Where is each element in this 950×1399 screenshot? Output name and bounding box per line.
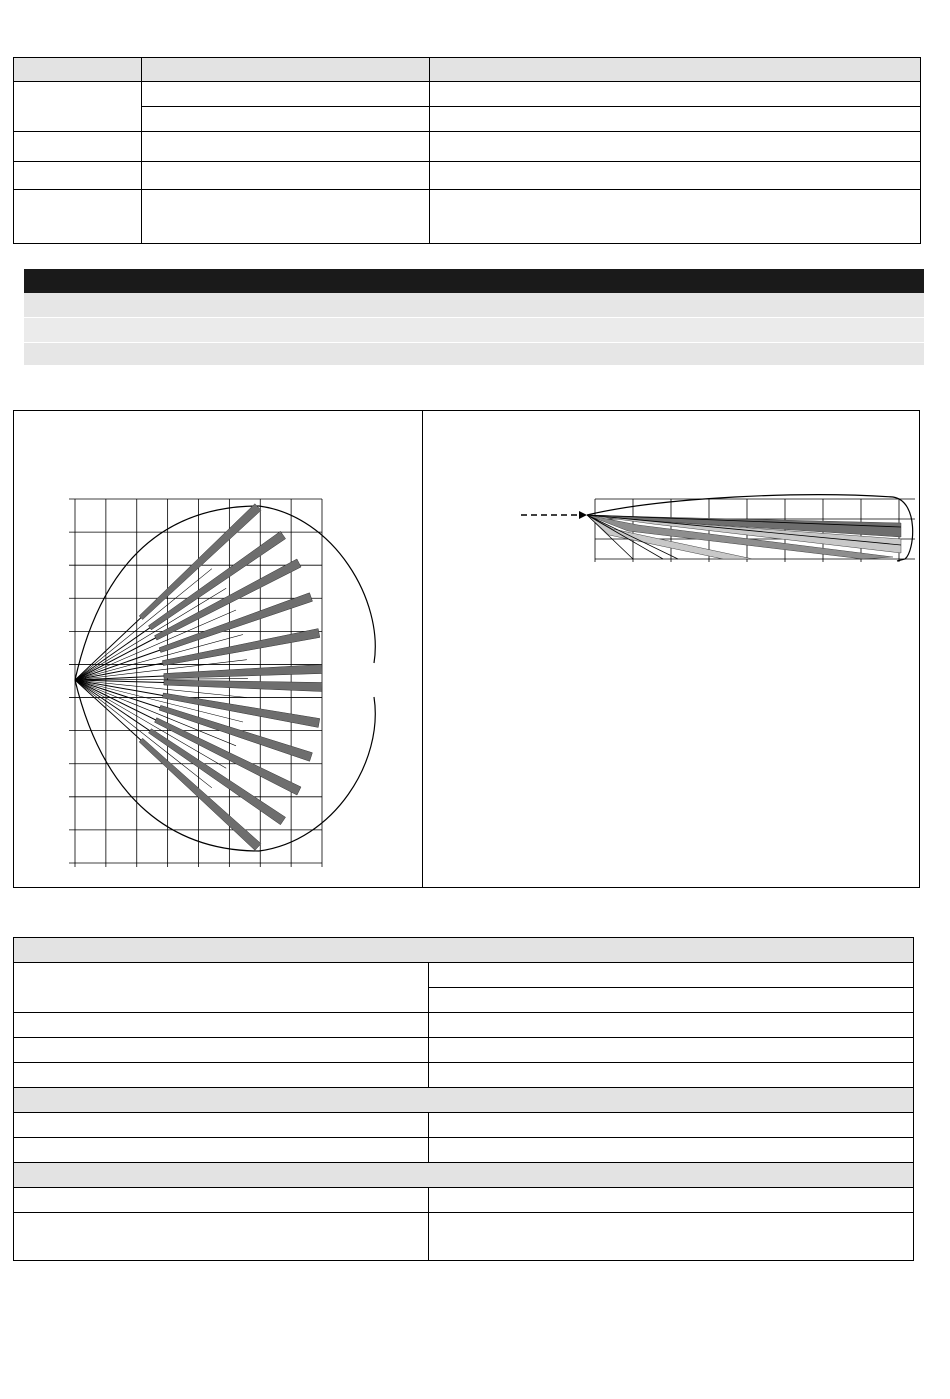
bottom-table-cell	[14, 1013, 429, 1038]
top-table-header-cell	[142, 58, 430, 82]
bottom-table-cell	[14, 963, 429, 1013]
top-table-row	[14, 190, 921, 244]
top-table-cell	[430, 190, 921, 244]
top-view-beam-line	[75, 628, 150, 680]
section-band-row	[24, 318, 924, 342]
bottom-table-row	[14, 1113, 914, 1138]
bottom-table-cell	[429, 1038, 914, 1063]
top-view-beam-line	[75, 680, 212, 788]
top-view-beam	[162, 693, 319, 727]
bottom-table-row	[14, 1038, 914, 1063]
top-view-beam-line	[75, 650, 160, 680]
bottom-table-cell	[14, 1213, 429, 1261]
top-table-cell	[14, 190, 142, 244]
bottom-table-section-cell	[14, 1088, 914, 1113]
top-view-beam-line	[75, 680, 141, 740]
coverage-diagram-frame	[13, 410, 920, 888]
bottom-table-row	[14, 1213, 914, 1261]
top-table-cell	[430, 132, 921, 162]
top-view-coverage-diagram	[14, 411, 422, 887]
bottom-table-cell	[429, 1138, 914, 1163]
top-spec-table	[13, 57, 921, 244]
top-view-beam-line	[75, 663, 163, 680]
top-table-cell	[14, 82, 142, 132]
bottom-table-row	[14, 963, 914, 988]
bottom-table-cell	[429, 1213, 914, 1261]
top-view-beam-line	[75, 618, 141, 680]
side-view-coverage-diagram	[423, 411, 919, 887]
top-table-cell	[142, 107, 430, 132]
bottom-table-section-cell	[14, 938, 914, 963]
top-table-row	[14, 162, 921, 190]
bottom-table-cell	[14, 1038, 429, 1063]
side-view-beams	[587, 515, 901, 559]
top-table-row	[14, 132, 921, 162]
top-table-cell	[142, 132, 430, 162]
bottom-table-cell	[14, 1113, 429, 1138]
top-view-beam-line	[75, 680, 150, 731]
bottom-table-cell	[14, 1188, 429, 1213]
bottom-table-cell	[429, 1063, 914, 1088]
section-header-band	[24, 269, 924, 293]
top-table-cell	[142, 190, 430, 244]
top-table-row	[14, 82, 921, 107]
bottom-table-row	[14, 1013, 914, 1038]
bottom-table-cell	[429, 988, 914, 1013]
bottom-table-cell	[429, 1113, 914, 1138]
top-table-cell	[142, 82, 430, 107]
bottom-table-section-header	[14, 1163, 914, 1188]
top-table-header-row	[14, 58, 921, 82]
bottom-spec-table	[13, 937, 914, 1261]
top-table-cell	[430, 162, 921, 190]
top-table-header-cell	[430, 58, 921, 82]
bottom-table-cell	[429, 963, 914, 988]
top-table-cell	[14, 132, 142, 162]
top-view-beams	[139, 504, 322, 851]
top-view-beam-line	[75, 569, 212, 680]
top-view-beam-line	[75, 680, 156, 720]
top-table-cell	[430, 107, 921, 132]
bottom-table-section-header	[14, 938, 914, 963]
bottom-table-cell	[14, 1063, 429, 1088]
top-table-cell	[14, 162, 142, 190]
bottom-table-section-cell	[14, 1163, 914, 1188]
bottom-table-cell	[14, 1138, 429, 1163]
top-table-cell	[142, 162, 430, 190]
bottom-table-row	[14, 1138, 914, 1163]
bottom-table-row	[14, 1188, 914, 1213]
dashed-arrow-icon	[579, 511, 587, 519]
top-view-beam	[162, 629, 319, 666]
bottom-table-cell	[429, 1013, 914, 1038]
top-table-header-cell	[14, 58, 142, 82]
section-band-row	[24, 293, 924, 317]
top-table-row	[14, 107, 921, 132]
top-view-beam	[164, 680, 322, 691]
top-view-beam-line	[75, 638, 156, 680]
top-table-cell	[430, 82, 921, 107]
section-band-row	[24, 343, 924, 365]
bottom-table-cell	[429, 1188, 914, 1213]
bottom-table-section-header	[14, 1088, 914, 1113]
bottom-table-row	[14, 1063, 914, 1088]
